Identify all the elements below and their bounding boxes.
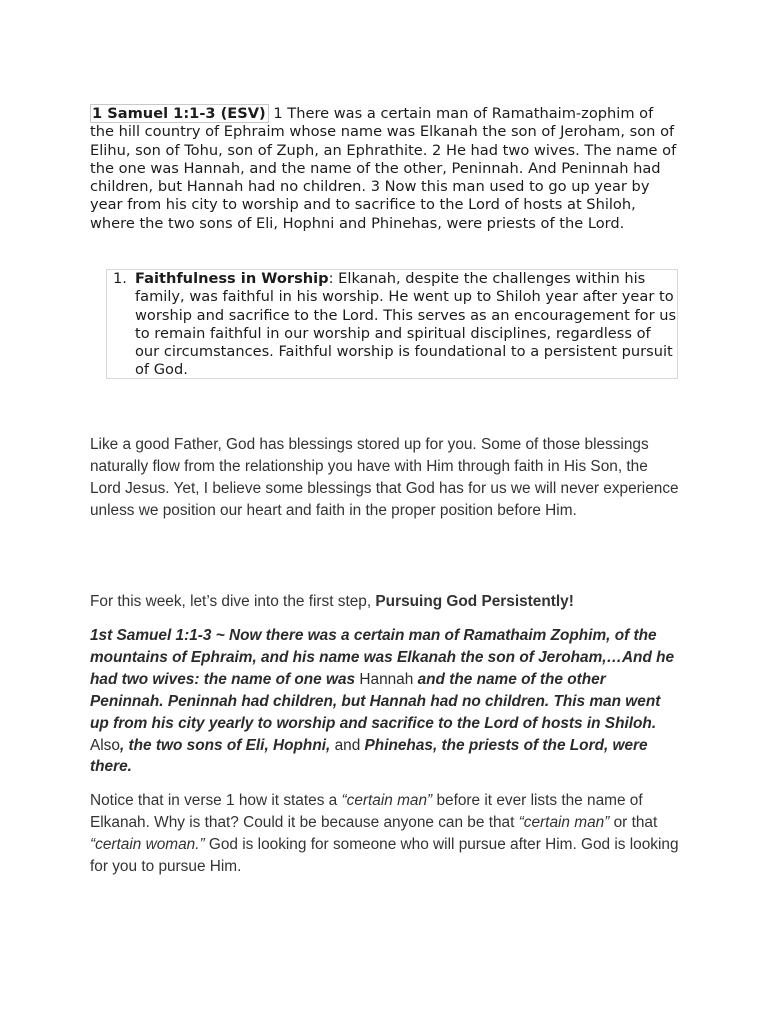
list-item — [113, 270, 678, 380]
notice-text-4: God is looking for someone who will pursue after Him. God is looking for you to pursue Him. — [90, 835, 679, 875]
quote-plain-3: and — [330, 736, 365, 754]
quote-part-2: and the name of the other Peninnah. Peninnah had children, but Hannah had no children. This man went up from his city yearly to worship and sacrifice to the Lord of hosts in Shiloh. — [90, 670, 661, 732]
quote-plain-2: Also — [90, 736, 120, 754]
first-step-lead: For this week, let’s dive into the first step, — [90, 593, 376, 610]
paragraph-blessings: Like a good Father, God has blessings stored up for you. Some of those blessings naturally flow from the relationship you have with Him through faith in His Son, the Lord Jesus. Yet, I believe some blessings that God has for us we will never experience unless we position our heart and faith in the proper position before Him. — [90, 436, 679, 519]
notice-emphasis-2: “certain man” — [518, 813, 610, 831]
notice-emphasis-1: “certain man” — [341, 792, 433, 809]
point-heading: Faithfulness in Worship — [135, 270, 329, 287]
first-step-title: Pursuing God Persistently! — [375, 593, 574, 610]
quote-plain-1: Hannah — [359, 670, 414, 688]
notice-text-1: Notice that in verse 1 how it states a — [90, 792, 342, 809]
scripture-block — [90, 105, 680, 233]
paragraph-certain-man — [90, 790, 682, 878]
point-text: : Elkanah, despite the challenges within his family, was faithful in his worship. He went up to Shiloh year after year to worship and sacrifice to the Lord. This serves as an encouragement for us to remain faithful in our worship and spiritual disciplines, regardless of our circumstances. Faithful worship is foundational to a persistent pursuit of God. — [135, 270, 677, 379]
notice-text-2: before it ever lists the name of Elkanah. Why is that? Could it be because anyone can be that — [90, 792, 643, 831]
list-number: 1. — [113, 270, 127, 287]
quote-part-3: , the two sons of Eli, Hophni, — [119, 736, 331, 754]
scripture-quote — [90, 625, 682, 778]
scripture-reference: 1 Samuel 1:1-3 (ESV) — [90, 104, 269, 123]
quote-part-1: 1st Samuel 1:1-3 ~ Now there was a certain man of Ramathaim Zophim, of the mountains of Ephraim, and his name was Elkanah the son of Jeroham,…And he had two wives: the name of one was — [90, 627, 675, 688]
notice-emphasis-3: “certain woman.” — [90, 835, 205, 853]
notice-text-3: or that — [609, 813, 658, 831]
paragraph-first-step — [90, 591, 682, 613]
scripture-text: 1 There was a certain man of Ramathaim-zophim of the hill country of Ephraim whose name was Elkanah the son of Jeroham, son of Elihu, son of Tohu, son of Zuph, an Ephrathite. 2 He had two wives. The name of the one was Hannah, and the name of the other, Peninnah. And Peninnah had children, but Hannah had no children. 3 Now this man used to go up year by year from his city to worship and to sacrifice to the Lord of hosts at Shiloh, where the two sons of Eli, Hophni and Phinehas, were priests of the Lord. — [90, 105, 677, 232]
quote-part-4: Phinehas, the priests of the Lord, were there. — [90, 736, 648, 776]
